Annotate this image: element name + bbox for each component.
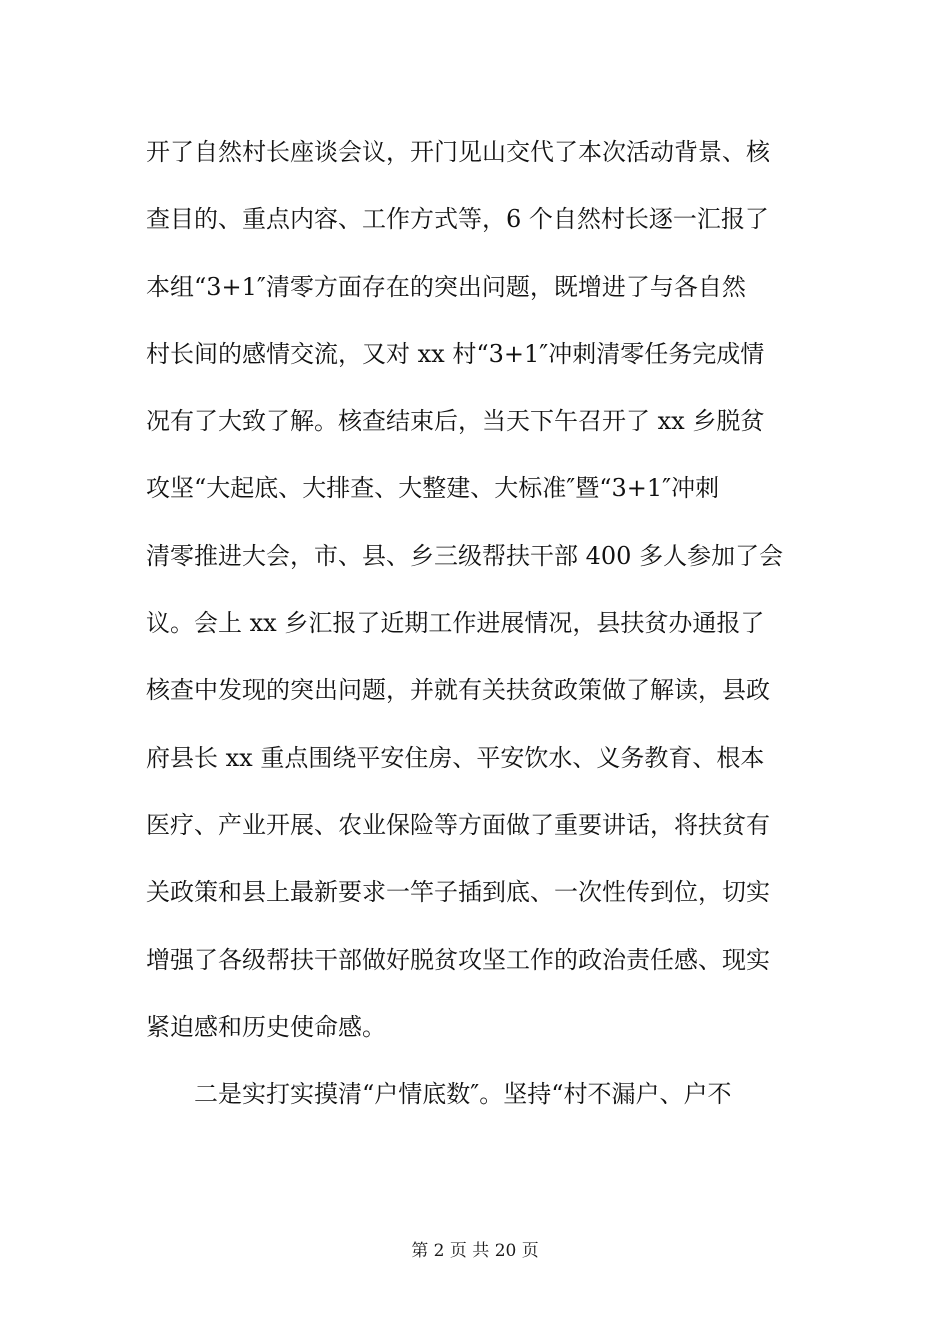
text-line: 紧迫感和历史使命感。	[146, 1012, 386, 1041]
text-line: 况有了大致了解。核查结束后，当天下午召开了 xx 乡脱贫	[146, 407, 765, 436]
text-line: 核查中发现的突出问题，并就有关扶贫政策做了解读，县政	[146, 676, 770, 705]
text-line: 本组“3+1″清零方面存在的突出问题，既增进了与各自然	[146, 272, 746, 301]
text-line: 府县长 xx 重点围绕平安住房、平安饮水、义务教育、根本	[146, 743, 765, 772]
page-footer: 第 2 页 共 20 页	[411, 1241, 539, 1261]
text-line: 议。会上 xx 乡汇报了近期工作进展情况，县扶贫办通报了	[146, 609, 765, 638]
text-line: 清零推进大会，市、县、乡三级帮扶干部 400 多人参加了会	[146, 541, 784, 570]
text-line: 开了自然村长座谈会议，开门见山交代了本次活动背景、核	[146, 138, 770, 166]
text-line: 二是实打实摸清“户情底数″。坚持“村不漏户、户不	[146, 1080, 732, 1109]
text-line: 村长间的感情交流，又对 xx 村“3+1″冲刺清零任务完成情	[146, 339, 765, 368]
text-line: 攻坚“大起底、大排查、大整建、大标准″暨“3+1″冲刺	[146, 474, 720, 503]
text-line: 增强了各级帮扶干部做好脱贫攻坚工作的政治责任感、现实	[146, 945, 770, 974]
text-line: 医疗、产业开展、农业保险等方面做了重要讲话，将扶贫有	[146, 810, 770, 839]
body-text	[146, 124, 816, 1133]
text-line: 关政策和县上最新要求一竿子插到底、一次性传到位，切实	[146, 878, 770, 907]
text-line: 查目的、重点内容、工作方式等，6 个自然村长逐一汇报了	[146, 205, 769, 234]
